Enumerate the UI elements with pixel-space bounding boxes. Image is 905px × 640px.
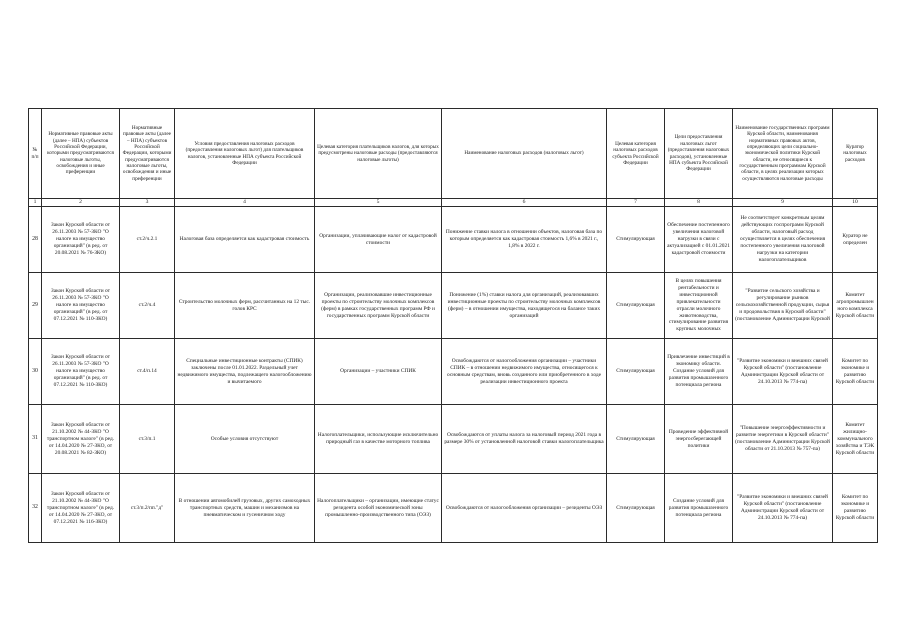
- cell-target-category: Стимулирующая: [607, 207, 665, 273]
- cell-article: ст.2/ч.2.1: [120, 207, 175, 273]
- cell-programs: "Развитие сельского хозяйства и регулирование рынков сельскохозяйственной продукции, сырья и продовольствия в Курской области" (постановление Администрации Курской: [733, 273, 833, 339]
- cell-curator: Комитет по экономике и развитию Курской области: [833, 339, 878, 405]
- row-number: 30: [29, 339, 42, 405]
- cell-curator: Комитет агропромышленного комплекса Курской области: [833, 273, 878, 339]
- column-number-row: [29, 199, 878, 207]
- cell-target-category: Стимулирующая: [607, 474, 665, 543]
- table-row: [29, 339, 878, 405]
- cell-law: Закон Курской области от 21.10.2002 № 44-ЗКО "О транспортном налоге" (в ред. от 14.04.2020 № 27-ЗКО, от 20.08.2021 № 82-ЗКО): [42, 405, 120, 474]
- cell-law: Закон Курской области от 26.11.2003 № 57-ЗКО "О налоге на имущество организаций" (в ред. от 07.12.2021 № 110-ЗКО): [42, 339, 120, 405]
- cell-conditions: Специальные инвестиционные контракты (СПИК) заключены после 01.01.2022. Раздельный учет недвижимого имущества, подлежащего налогообложению и вычитаемого: [175, 339, 315, 405]
- column-number: 10: [833, 199, 878, 207]
- tax-expenditure-table: [28, 108, 878, 543]
- column-number: 2: [42, 199, 120, 207]
- cell-conditions: Особые условия отсутствуют: [175, 405, 315, 474]
- cell-target-payers: Организации, уплачивающие налог от кадастровой стоимости: [315, 207, 442, 273]
- header-cell-curator: Куратор налоговых расходов: [833, 109, 878, 199]
- cell-programs: Не соответствует конкретным целям действующих госпрограмм Курской области, налоговый расход осуществляется в целях обеспечения постепенного увеличения налоговой нагрузки на категории налогоплательщиков: [733, 207, 833, 273]
- cell-conditions: Строительство молочных ферм, рассчитанных на 12 тыс. голов КРС: [175, 273, 315, 339]
- cell-expenditure-name: Освобождаются от налогообложения организации – участники СПИК – в отношении недвижимого имущества, относящегося к основным средствам, вновь созданного или приобретенного в ходе реализации инвестиционного проекта: [442, 339, 607, 405]
- cell-goals: Обеспечение постепенного увеличения налоговой нагрузки в связи с актуализацией с 01.01.2021 кадастровой стоимости: [665, 207, 733, 273]
- cell-article: ст.4/п.14: [120, 339, 175, 405]
- cell-article: ст.2/ч.4: [120, 273, 175, 339]
- column-number: 4: [175, 199, 315, 207]
- table-row: [29, 474, 878, 543]
- cell-article: ст.3/п.1: [120, 405, 175, 474]
- table-row: [29, 207, 878, 273]
- cell-goals: В целях повышения рентабельности и инвестиционной привлекательности отрасли молочного животноводства, стимулирование развития крупных молочных: [665, 273, 733, 339]
- cell-curator: Комитет по экономике и развитию Курской области: [833, 474, 878, 543]
- cell-target-payers: Налогоплательщики – организации, имеющие статус резидента особой экономической зоны промышленно-производственного типа (ОЭЗ): [315, 474, 442, 543]
- cell-expenditure-name: Понижение (1%) ставки налога для организаций, реализовавших инвестиционные проекты по строительству молочных комплексов (ферм) – в отношении имущества, находящегося на балансе таких организаций: [442, 273, 607, 339]
- cell-expenditure-name: Понижение ставки налога в отношении объектов, налоговая база по которым определяется как кадастровая стоимость 1,6% в 2021 г., 1,8% в 2022 г.: [442, 207, 607, 273]
- cell-target-payers: Организации – участники СПИК: [315, 339, 442, 405]
- header-cell-goals: Цели предоставления налоговых льгот (предоставления налоговых расходов), установленные НПА субъекта Российской Федерации: [665, 109, 733, 199]
- column-number: 8: [665, 199, 733, 207]
- cell-expenditure-name: Освобождаются от налогообложения организации – резиденты ОЭЗ: [442, 474, 607, 543]
- cell-programs: "Повышение энергоэффективности и развитие энергетики в Курской области" (постановление Администрации Курской области от 21.10.2013 № 757-па): [733, 405, 833, 474]
- cell-programs: "Развитие экономики и внешних связей Курской области" (постановление Администрации Курской области от 24.10.2013 № 774-па): [733, 339, 833, 405]
- cell-target-category: Стимулирующая: [607, 273, 665, 339]
- table-row: [29, 405, 878, 474]
- row-number: 31: [29, 405, 42, 474]
- cell-target-category: Стимулирующая: [607, 339, 665, 405]
- header-cell-npa: Нормативные правовые акты (далее – НПА) субъектов Российской Федерации, которыми предусматриваются налоговые льготы, освобождения и иные преференции: [42, 109, 120, 199]
- cell-expenditure-name: Освобождаются от уплаты налога за налоговый период 2021 года в размере 30% от установленной налоговой ставки налогоплательщика: [442, 405, 607, 474]
- cell-curator: Куратор не определен: [833, 207, 878, 273]
- column-number: 5: [315, 199, 442, 207]
- header-cell-npa-article: Нормативные правовые акты (далее – НПА) субъектов Российской Федерации, которыми предусматриваются налоговые льготы, освобождения и иные преференции: [120, 109, 175, 199]
- column-number: 6: [442, 199, 607, 207]
- cell-goals: Привлечение инвестиций в экономику области. Создание условий для развития промышленного потенциала региона: [665, 339, 733, 405]
- cell-goals: Проведение эффективной энергосберегающей политики: [665, 405, 733, 474]
- row-number: 32: [29, 474, 42, 543]
- header-cell-expenditure-name: Наименование налоговых расходов (налоговых льгот): [442, 109, 607, 199]
- header-cell-conditions: Условия предоставления налоговых расходов (предоставления налоговых льгот) для плательщиков налогов, установленные НПА субъекта Российской Федерации: [175, 109, 315, 199]
- header-cell-target-category: Целевая категория налоговых расходов субъекта Российской Федерации: [607, 109, 665, 199]
- cell-goals: Создание условий для развития промышленного потенциала региона: [665, 474, 733, 543]
- document-page: [28, 108, 877, 543]
- cell-programs: "Развитие экономики и внешних связей Курской области" (постановление Администрации Курской области от 24.10.2013 № 774-па): [733, 474, 833, 543]
- column-number: 1: [29, 199, 42, 207]
- cell-target-payers: Налогоплательщики, использующие исключительно природный газ в качестве моторного топлива: [315, 405, 442, 474]
- column-number: 3: [120, 199, 175, 207]
- header-cell-target-payers: Целевая категория плательщиков налогов, для которых предусмотрены налоговые расходы (предоставляются налоговые льготы): [315, 109, 442, 199]
- table-row: [29, 273, 878, 339]
- cell-conditions: В отношении автомобилей грузовых, других самоходных транспортных средств, машин и механизмов на пневматическом и гусеничном ходу: [175, 474, 315, 543]
- cell-law: Закон Курской области от 26.11.2003 № 57-ЗКО "О налоге на имущество организаций" (в ред. от 07.12.2021 № 110-ЗКО): [42, 273, 120, 339]
- column-number: 7: [607, 199, 665, 207]
- cell-article: ст.3/п.2/пп."д": [120, 474, 175, 543]
- cell-target-payers: Организации, реализовавшие инвестиционные проекты по строительству молочных комплексов (ферм) в рамках государственных программ РФ и государственных программ Курской области: [315, 273, 442, 339]
- cell-law: Закон Курской области от 26.11.2003 № 57-ЗКО "О налоге на имущество организаций" (в ред. от 20.08.2021 № 76-ЗКО): [42, 207, 120, 273]
- row-number: 29: [29, 273, 42, 339]
- header-cell-programs: Наименование государственных программ Курской области, наименования нормативных правовых актов, определяющих цели социально-экономической политики Курской области, не относящиеся к государственным программам Курской области, в целях реализации которых осуществляются налоговые расходы: [733, 109, 833, 199]
- column-number: 9: [733, 199, 833, 207]
- cell-target-category: Стимулирующая: [607, 405, 665, 474]
- row-number: 28: [29, 207, 42, 273]
- cell-law: Закон Курской области от 21.10.2002 № 44-ЗКО "О транспортном налоге" (в ред. от 14.04.2020 № 27-ЗКО, от 07.12.2021 № 116-ЗКО): [42, 474, 120, 543]
- cell-curator: Комитет жилищно-коммунального хозяйства и ТЭК Курской области: [833, 405, 878, 474]
- table-header-row: [29, 109, 878, 199]
- cell-conditions: Налоговая база определяется как кадастровая стоимость: [175, 207, 315, 273]
- header-cell-number: № п/п: [29, 109, 42, 199]
